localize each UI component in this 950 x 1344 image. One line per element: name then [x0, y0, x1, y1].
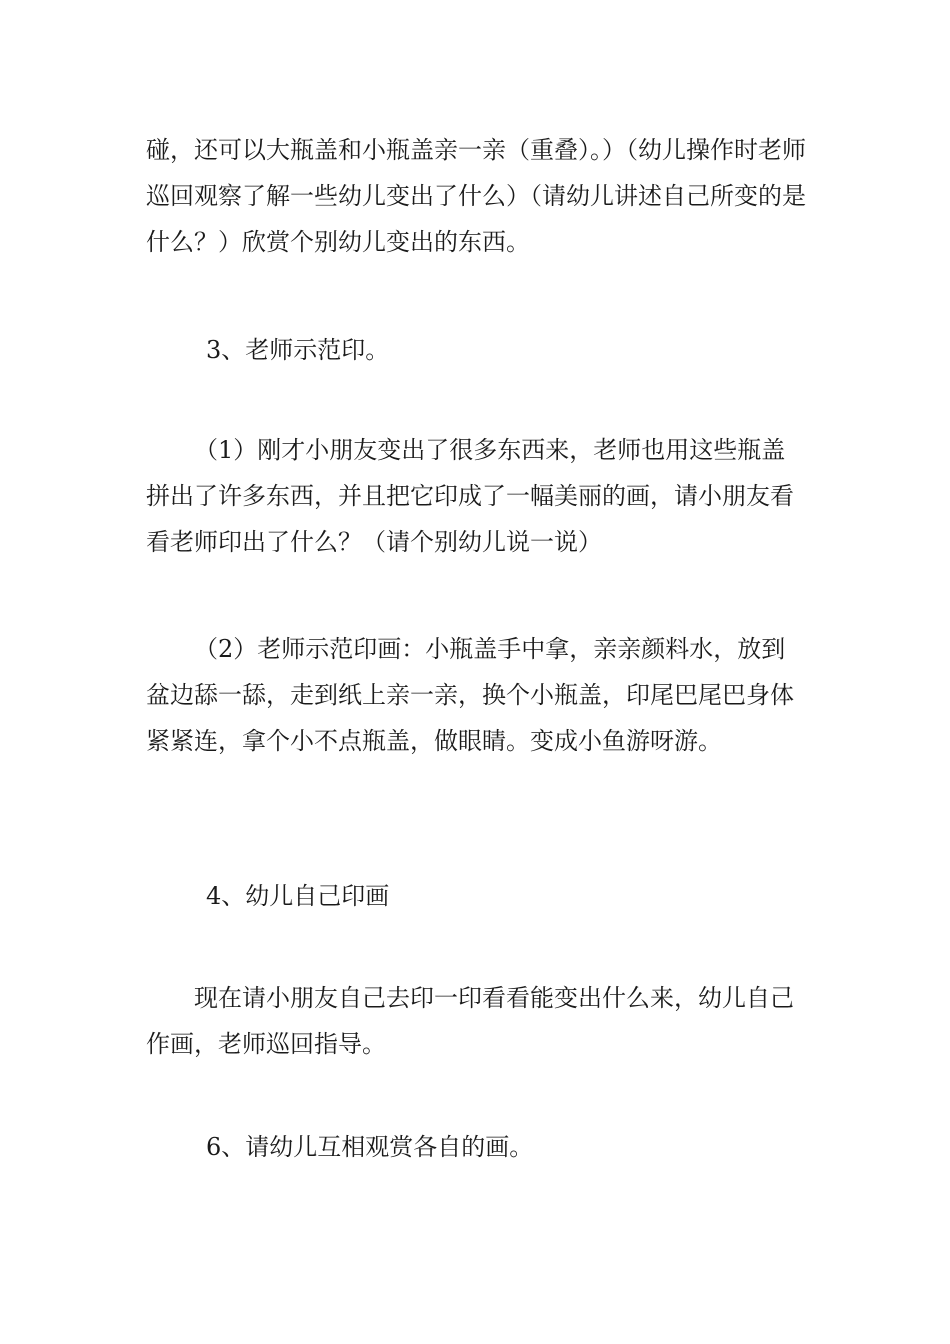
- paragraph-step-2: （2）老师示范印画：小瓶盖手中拿，亲亲颜料水，放到盆边舔一舔，走到纸上亲一亲，换个小瓶盖，印尾巴尾巴身体紧紧连，拿个小不点瓶盖，做眼睛。变成小鱼游呀游。: [146, 635, 794, 755]
- paragraph-self-drawing: 现在请小朋友自己去印一印看看能变出什么来，幼儿自己作画，老师巡回指导。: [146, 984, 794, 1058]
- paragraph-continuation: 碰，还可以大瓶盖和小瓶盖亲一亲（重叠）。）（幼儿操作时老师巡回观察了解一些幼儿变出了什么）（请幼儿讲述自己所变的是什么？）欣赏个别幼儿变出的东西。: [146, 136, 806, 256]
- section-heading-4: 4、幼儿自己印画: [206, 882, 390, 910]
- section-heading-3: 3、老师示范印。: [206, 336, 390, 364]
- paragraph-step-1: （1）刚才小朋友变出了很多东西来，老师也用这些瓶盖拼出了许多东西，并且把它印成了一幅美丽的画，请小朋友看看老师印出了什么？（请个别幼儿说一说）: [146, 436, 794, 556]
- section-heading-6: 6、请幼儿互相观赏各自的画。: [206, 1133, 534, 1161]
